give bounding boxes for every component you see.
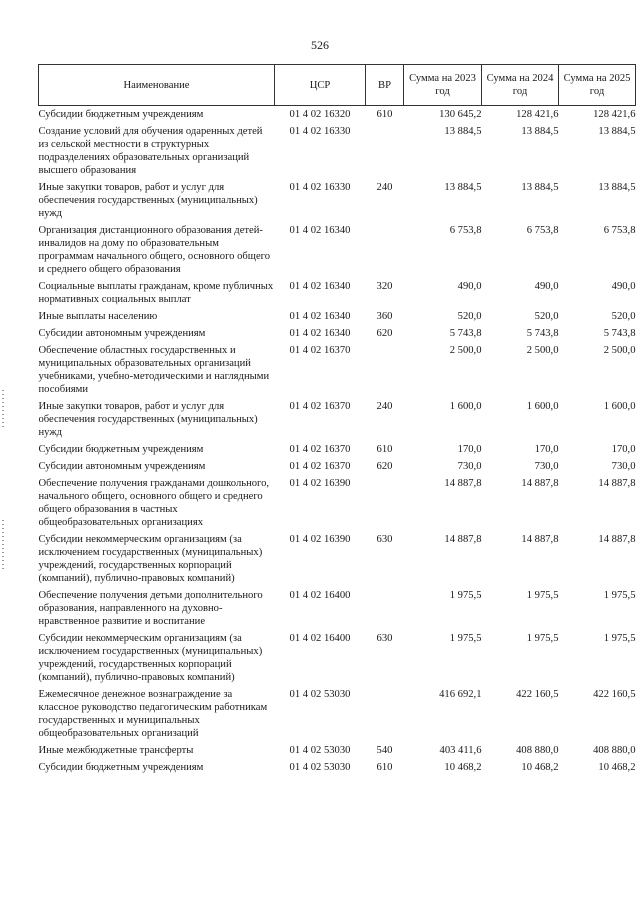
row-sum-2024: 170,0 [534, 444, 559, 455]
row-sum-2024: 490,0 [534, 281, 559, 292]
row-vr [366, 224, 404, 280]
row-sum-2025: 14 887,8 [598, 534, 636, 545]
row-sum-2024: 10 468,2 [521, 762, 559, 773]
row-name: Создание условий для обучения одаренных детей из сельской местности в структурных подразделениях образовательных организаций высшего образования [38, 126, 263, 176]
row-vr: 540 [376, 745, 393, 756]
row-csr: 01 4 02 16400 [289, 633, 351, 644]
row-vr: 320 [376, 281, 393, 292]
row-vr: 240 [376, 401, 393, 412]
row-name: Субсидии автономным учреждениям [38, 328, 206, 339]
row-sum-2025: 520,0 [611, 311, 636, 322]
row-sum-2023: 2 500,0 [449, 345, 482, 356]
row-name: Иные межбюджетные трансферты [38, 745, 194, 756]
row-csr: 01 4 02 16340 [289, 225, 351, 236]
table-row [39, 280, 636, 310]
row-name: Субсидии автономным учреждениям [38, 461, 206, 472]
row-vr: 610 [376, 109, 393, 120]
row-sum-2025: 5 743,8 [603, 328, 636, 339]
table-row [39, 327, 636, 344]
row-name: Иные закупки товаров, работ и услуг для обеспечения государственных (муниципальных) нужд [38, 401, 258, 438]
row-name: Обеспечение получения гражданами дошкольного, начального общего, основного общего и среднего общего образования в частных общеобразовательных организациях [38, 478, 270, 528]
scan-edge-mark [2, 390, 4, 430]
row-sum-2023: 14 887,8 [444, 534, 482, 545]
row-sum-2025: 13 884,5 [598, 182, 636, 193]
table-row [39, 106, 636, 126]
row-vr: 620 [376, 461, 393, 472]
row-sum-2024: 1 975,5 [526, 590, 559, 601]
row-sum-2025: 490,0 [611, 281, 636, 292]
page-number: 526 [311, 38, 329, 52]
row-sum-2023: 130 645,2 [439, 109, 482, 120]
row-sum-2024: 5 743,8 [526, 328, 559, 339]
row-sum-2024: 14 887,8 [521, 534, 559, 545]
row-vr: 620 [376, 328, 393, 339]
row-sum-2025: 14 887,8 [598, 478, 636, 489]
row-csr: 01 4 02 16370 [289, 461, 351, 472]
row-sum-2023: 403 411,6 [439, 745, 482, 756]
row-sum-2024: 422 160,5 [516, 689, 559, 700]
budget-table [38, 64, 636, 778]
scan-edge-mark [2, 520, 4, 570]
header-sum-2024: Сумма на 2024 год [482, 65, 559, 106]
row-vr: 630 [376, 534, 393, 545]
row-csr: 01 4 02 53030 [289, 745, 351, 756]
row-name: Обеспечение областных государственных и муниципальных образовательных организаций учебниками, учебно-методическими и наглядными пособиями [38, 345, 270, 395]
row-sum-2024: 520,0 [534, 311, 559, 322]
row-vr [366, 688, 404, 744]
header-name: Наименование [39, 65, 275, 106]
table-body [39, 106, 636, 779]
table-row [39, 181, 636, 224]
row-sum-2024: 13 884,5 [521, 126, 559, 137]
row-vr [366, 477, 404, 533]
header-sum-2023: Сумма на 2023 год [404, 65, 482, 106]
row-csr: 01 4 02 16370 [289, 345, 351, 356]
row-sum-2025: 2 500,0 [603, 345, 636, 356]
row-sum-2025: 128 421,6 [593, 109, 636, 120]
row-sum-2024: 1 600,0 [526, 401, 559, 412]
row-sum-2025: 10 468,2 [598, 762, 636, 773]
row-sum-2023: 1 975,5 [449, 590, 482, 601]
row-name: Иные выплаты населению [38, 311, 158, 322]
row-vr [366, 344, 404, 400]
table-row [39, 224, 636, 280]
row-sum-2024: 13 884,5 [521, 182, 559, 193]
row-csr: 01 4 02 16400 [289, 590, 351, 601]
row-sum-2025: 170,0 [611, 444, 636, 455]
row-sum-2024: 2 500,0 [526, 345, 559, 356]
row-sum-2025: 1 975,5 [603, 590, 636, 601]
row-csr: 01 4 02 53030 [289, 689, 351, 700]
table-row [39, 344, 636, 400]
row-sum-2023: 14 887,8 [444, 478, 482, 489]
row-sum-2025: 1 600,0 [603, 401, 636, 412]
table-row [39, 477, 636, 533]
table-row [39, 460, 636, 477]
row-vr: 610 [376, 762, 393, 773]
row-sum-2023: 5 743,8 [449, 328, 482, 339]
row-name: Субсидии некоммерческим организациям (за исключением государственных (муниципальных) учреждений, государственных корпораций (компаний), публично-правовых компаний) [38, 534, 263, 584]
row-sum-2023: 416 692,1 [439, 689, 482, 700]
row-name: Субсидии бюджетным учреждениям [38, 762, 204, 773]
row-csr: 01 4 02 16390 [289, 478, 351, 489]
row-name: Иные закупки товаров, работ и услуг для обеспечения государственных (муниципальных) нужд [38, 182, 258, 219]
row-sum-2024: 730,0 [534, 461, 559, 472]
header-vr: ВР [366, 65, 404, 106]
table-row [39, 589, 636, 632]
row-csr: 01 4 02 53030 [289, 762, 351, 773]
row-csr: 01 4 02 16330 [289, 182, 351, 193]
row-csr: 01 4 02 16340 [289, 311, 351, 322]
row-sum-2023: 1 975,5 [449, 633, 482, 644]
row-sum-2025: 422 160,5 [593, 689, 636, 700]
row-sum-2023: 730,0 [457, 461, 482, 472]
row-csr: 01 4 02 16390 [289, 534, 351, 545]
table-row [39, 688, 636, 744]
table-row [39, 744, 636, 761]
row-vr: 360 [376, 311, 393, 322]
row-csr: 01 4 02 16330 [289, 126, 351, 137]
table-row [39, 761, 636, 778]
row-sum-2023: 520,0 [457, 311, 482, 322]
row-name: Субсидии бюджетным учреждениям [38, 109, 204, 120]
row-sum-2024: 6 753,8 [526, 225, 559, 236]
row-sum-2023: 490,0 [457, 281, 482, 292]
row-vr: 610 [376, 444, 393, 455]
row-vr: 630 [376, 633, 393, 644]
row-name: Социальные выплаты гражданам, кроме публичных нормативных социальных выплат [38, 281, 274, 305]
row-sum-2024: 1 975,5 [526, 633, 559, 644]
row-vr [366, 125, 404, 181]
row-csr: 01 4 02 16340 [289, 281, 351, 292]
row-sum-2024: 128 421,6 [516, 109, 559, 120]
table-row [39, 310, 636, 327]
row-sum-2023: 10 468,2 [444, 762, 482, 773]
row-name: Обеспечение получения детьми дополнительного образования, направленного на духовно-нравственное развитие и воспитание [38, 590, 263, 627]
table-row [39, 125, 636, 181]
row-csr: 01 4 02 16370 [289, 401, 351, 412]
row-sum-2025: 408 880,0 [593, 745, 636, 756]
row-csr: 01 4 02 16320 [289, 109, 351, 120]
row-sum-2025: 1 975,5 [603, 633, 636, 644]
row-name: Субсидии бюджетным учреждениям [38, 444, 204, 455]
row-sum-2025: 13 884,5 [598, 126, 636, 137]
row-vr: 240 [376, 182, 393, 193]
table-row [39, 533, 636, 589]
row-csr: 01 4 02 16340 [289, 328, 351, 339]
table-row [39, 632, 636, 688]
row-sum-2024: 408 880,0 [516, 745, 559, 756]
table-header [39, 65, 636, 106]
row-sum-2025: 730,0 [611, 461, 636, 472]
row-sum-2023: 6 753,8 [449, 225, 482, 236]
row-sum-2023: 1 600,0 [449, 401, 482, 412]
row-sum-2025: 6 753,8 [603, 225, 636, 236]
row-vr [366, 589, 404, 632]
row-sum-2023: 13 884,5 [444, 182, 482, 193]
row-name: Субсидии некоммерческим организациям (за исключением государственных (муниципальных) учреждений, государственных корпораций (компаний), публично-правовых компаний) [38, 633, 263, 683]
row-sum-2023: 13 884,5 [444, 126, 482, 137]
row-csr: 01 4 02 16370 [289, 444, 351, 455]
row-sum-2023: 170,0 [457, 444, 482, 455]
row-sum-2024: 14 887,8 [521, 478, 559, 489]
header-sum-2025: Сумма на 2025 год [559, 65, 636, 106]
table-row [39, 443, 636, 460]
table-row [39, 400, 636, 443]
header-csr: ЦСР [275, 65, 366, 106]
row-name: Организация дистанционного образования детей-инвалидов на дому по образовательным программам начального общего, основного общего и среднего общего образования [38, 225, 271, 275]
row-name: Ежемесячное денежное вознаграждение за классное руководство педагогическим работникам государственных и муниципальных общеобразовательных организаций [38, 689, 268, 739]
